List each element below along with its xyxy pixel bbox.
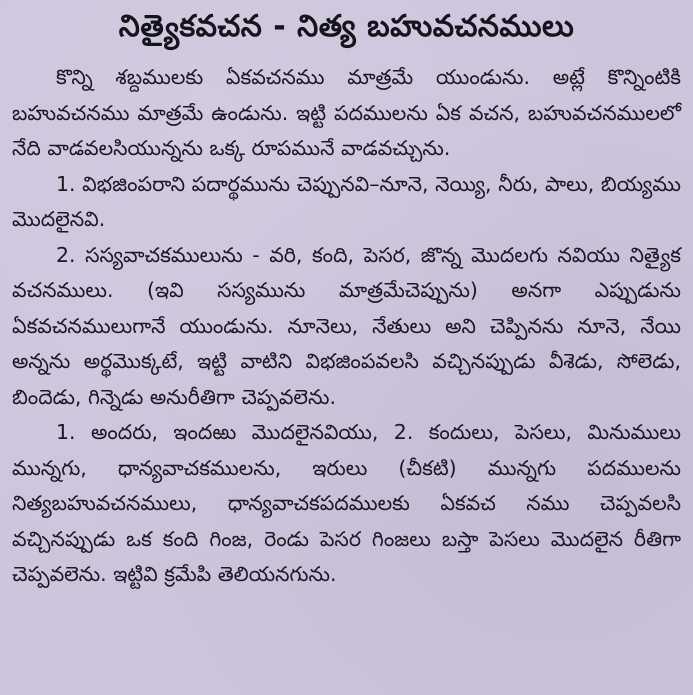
paragraph-point-2: 2. సస్యవాచకములును - వరి, కంది, పెసర, జొన్న మొదలగు నవియు నిత్యైక వచనములు. (ఇవి సస్యమును మాత్రమేచెప్పును) అనగా ఎప్పుడును ఏకవచనములుగానే యుండును. నూనెలు, నేతులు అని చెప్పినను నూనె, నేయి అన్నను అర్థమొక్కటే, ఇట్టి వాటిని విభజింపవలసి వచ్చినప్పుడు వీశెడు, సోలెడు, బిందెడు, గిన్నెడు అనురీతిగా చెప్పవలెను. (12, 242, 681, 409)
page-title: నిత్యైకవచన - నిత్య బహువచనములు (118, 9, 575, 44)
paragraph-point-1: 1. విభజింపరాని పదార్థమును చెప్పునవి–నూనె, నెయ్యి, నీరు, పాలు, బియ్యము మొదలైనవి. (12, 171, 681, 231)
paragraph-plural-words: 1. అందరు, ఇందఱు మొదలైనవియు, 2. కందులు, పెసలు, మినుములు మున్నగు, ధాన్యవాచకములను, ఇరులు (చీకటి) మున్నగు పదములను నిత్యబహువచనములు, ధాన్యవాచకపదములకు ఏకవచ నము చెప్పవలసి వచ్చినప్పుడు ఒక కంది గింజ, రెండు పెసర గింజలు బస్తా పెసలు మొదలైన రీతిగా చెప్పవలెను. ఇట్టివి క్రమేపి తెలియనగును. (12, 420, 681, 586)
page-body (12, 60, 681, 593)
paragraph-intro: కొన్ని శబ్దములకు ఏకవచనము మాత్రమే యుండును. అట్లే కొన్నింటికి బహువచనము మాత్రమే ఉండును. ఇట్టి పదములను ఏక వచన, బహువచనములలో నేది వాడవలసియున్నను ఒక్క రూపమునే వాడవచ్చును. (12, 65, 681, 160)
